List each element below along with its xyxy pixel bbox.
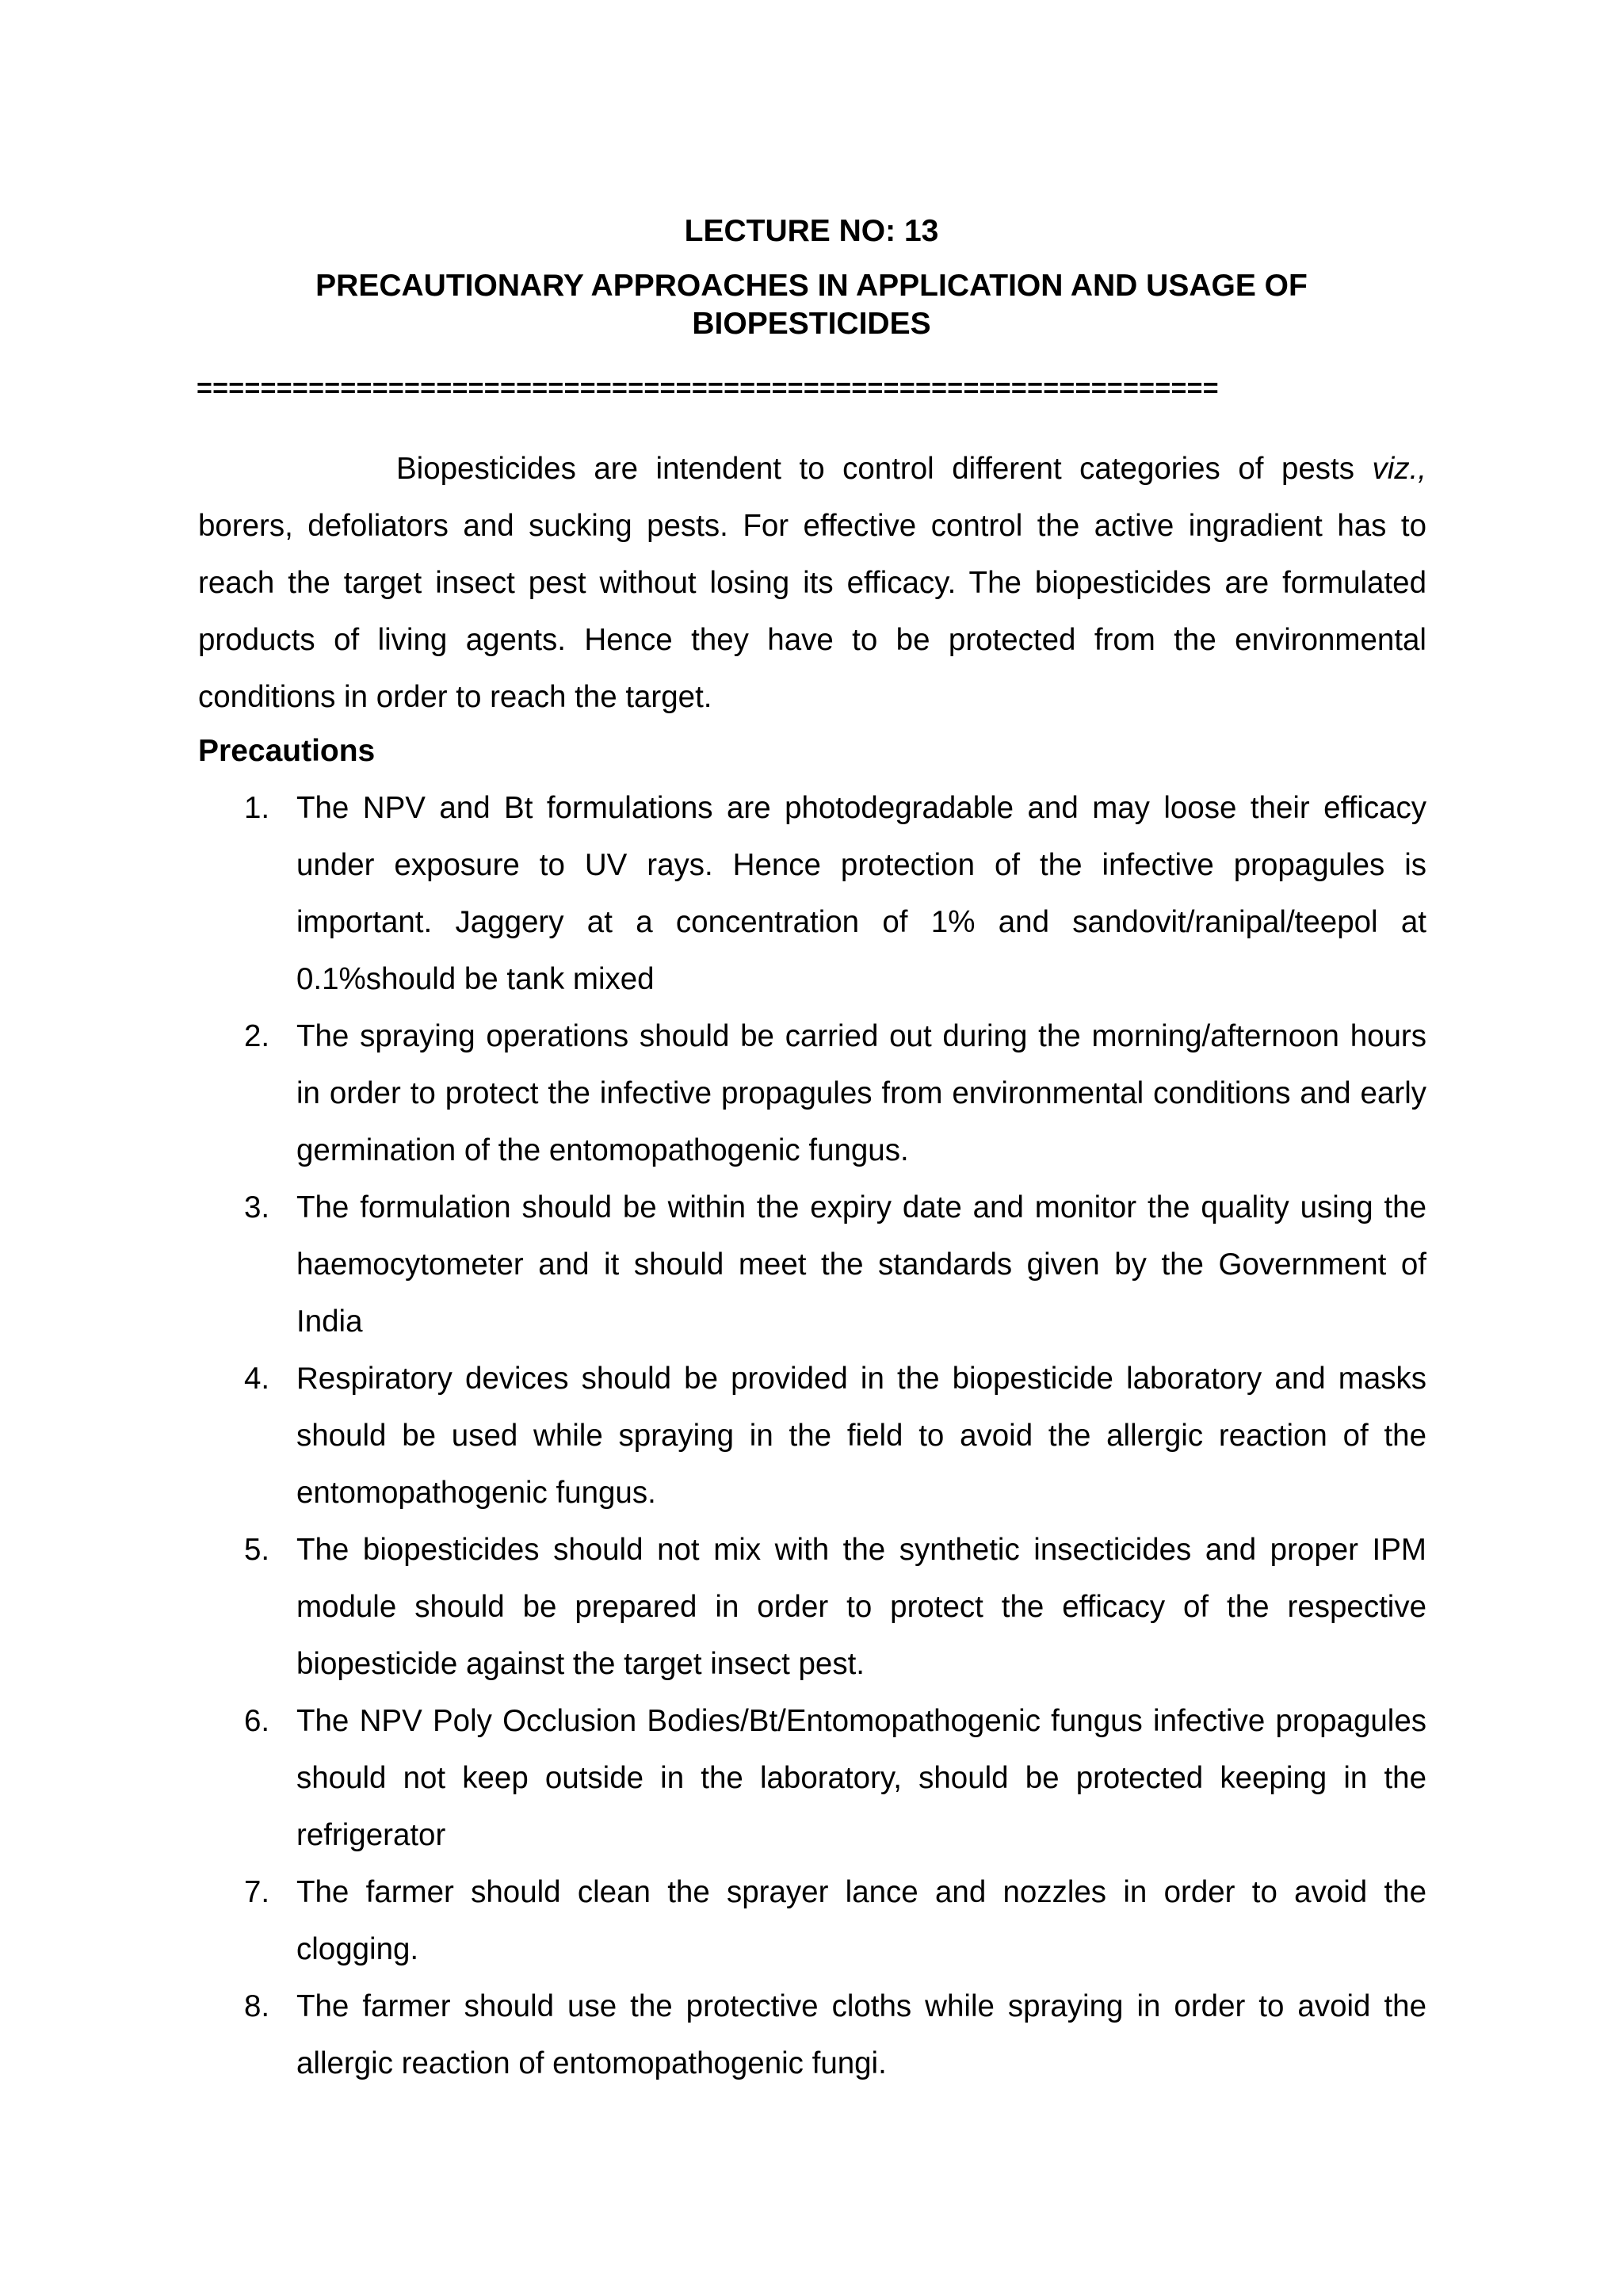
list-item-number: 2. (244, 1019, 270, 1053)
intro-paragraph (198, 441, 1426, 726)
precautions-list (198, 780, 1426, 2092)
list-item-text: The farmer should clean the sprayer lance and nozzles in order to avoid the clogging. (296, 1875, 1426, 1966)
list-item (198, 1522, 1426, 1693)
list-item (198, 780, 1426, 1008)
intro-italic-viz: viz., (1372, 452, 1426, 486)
list-item-text: The biopesticides should not mix with the synthetic insecticides and proper IPM module should be prepared in order to protect the efficacy of the respective biopesticide against the target insect pest. (296, 1533, 1426, 1681)
divider-line: ================================================================ (197, 373, 1219, 403)
list-item (198, 1179, 1426, 1350)
list-item-text: The NPV and Bt formulations are photodegradable and may loose their efficacy under exposure to UV rays. Hence protection of the infective propagules is important. Jaggery at a concentration of 1% and sandovit/ranipal/teepol at 0.1%should be tank mixed (296, 791, 1426, 996)
list-item (198, 1350, 1426, 1522)
document-title: PRECAUTIONARY APPROACHES IN APPLICATION AND USAGE OF BIOPESTICIDES (315, 269, 1308, 341)
lecture-number-heading: LECTURE NO: 13 (684, 214, 939, 248)
list-item-number: 3. (244, 1190, 270, 1224)
list-item-number: 4. (244, 1362, 270, 1396)
list-item (198, 1693, 1426, 1864)
precautions-heading: Precautions (198, 734, 376, 768)
list-item-text: Respiratory devices should be provided in the biopesticide laboratory and masks should be used while spraying in the field to avoid the allergic reaction of the entomopathogenic fungus. (296, 1362, 1426, 1510)
list-item (198, 1864, 1426, 1978)
list-item-text: The farmer should use the protective cloths while spraying in order to avoid the allergic reaction of entomopathogenic fungi. (296, 1989, 1426, 2080)
intro-text-start: Biopesticides are intendent to control different categories of pests (396, 452, 1373, 486)
list-item-number: 6. (244, 1704, 270, 1738)
list-item-text: The NPV Poly Occlusion Bodies/Bt/Entomopathogenic fungus infective propagules should not keep outside in the laboratory, should be protected keeping in the refrigerator (296, 1704, 1426, 1852)
list-item (198, 1008, 1426, 1179)
list-item-number: 5. (244, 1533, 270, 1567)
list-item-number: 1. (244, 791, 270, 825)
list-item-text: The spraying operations should be carried out during the morning/afternoon hours in order to protect the infective propagules from environmental conditions and early germination of the entomopathogenic fungus. (296, 1019, 1426, 1167)
intro-text-rest: borers, defoliators and sucking pests. For effective control the active ingradient has to reach the target insect pest without losing its efficacy. The biopesticides are formulated products of living agents. Hence they have to be protected from the environmental conditions in order to reach the target. (198, 509, 1426, 714)
list-item (198, 1978, 1426, 2092)
list-item-number: 8. (244, 1989, 270, 2023)
list-item-number: 7. (244, 1875, 270, 1909)
list-item-text: The formulation should be within the expiry date and monitor the quality using the haemocytometer and it should meet the standards given by the Government of India (296, 1190, 1426, 1339)
